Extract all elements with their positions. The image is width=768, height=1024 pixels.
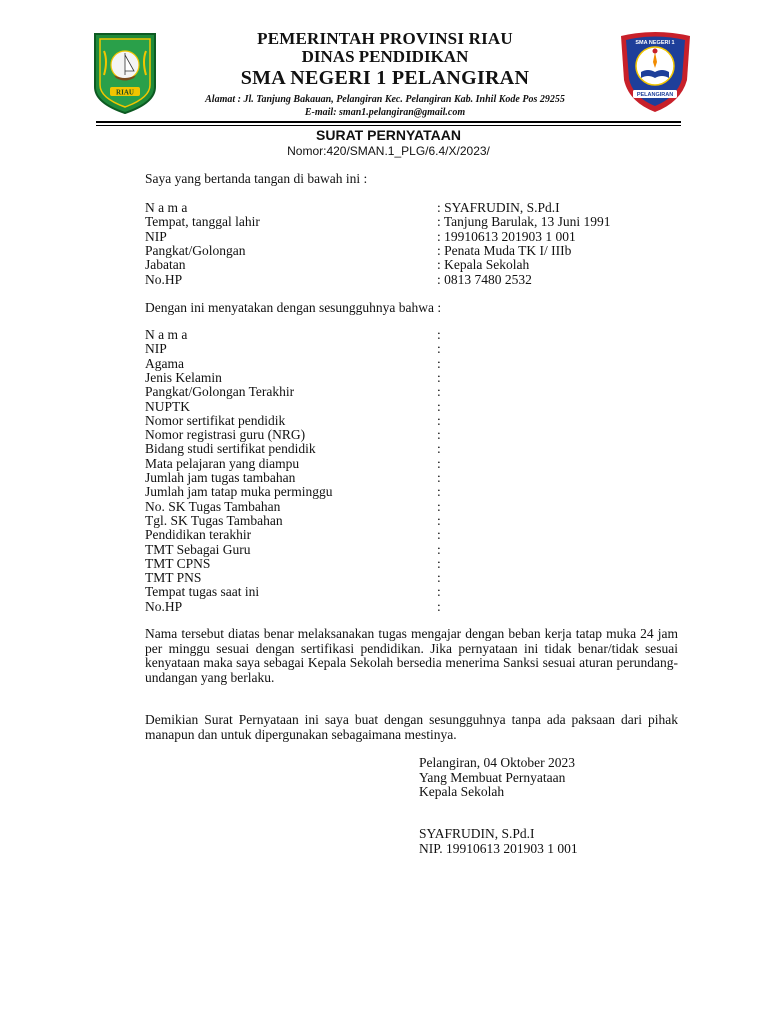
teacher-field-value: : — [437, 498, 441, 514]
signature-nip: NIP. 19910613 201903 1 001 — [419, 841, 578, 856]
signer-field-value: : SYAFRUDIN, S.Pd.I — [437, 200, 560, 215]
school-logo-top-text: SMA NEGERI 1 — [635, 40, 675, 46]
signer-field-label: Tempat, tanggal lahir — [145, 214, 260, 230]
teacher-field-value: : — [437, 341, 441, 357]
teacher-field-label: TMT Sebagai Guru — [145, 541, 251, 557]
teacher-field-value: : — [437, 555, 441, 571]
teacher-field-value: : — [437, 484, 441, 500]
teacher-field-value: : — [437, 327, 441, 342]
school-logo-bottom-text: PELANGIRAN — [636, 92, 674, 98]
teacher-field-label: Pangkat/Golongan Terakhir — [145, 384, 295, 400]
teacher-field-label: NUPTK — [145, 398, 191, 414]
signer-field-label: Jabatan — [145, 257, 186, 273]
school-logo — [617, 30, 694, 114]
letterhead-divider — [96, 121, 681, 123]
header-address: Alamat : Jl. Tanjung Bakauan, Pelangiran Kec. Pelangiran Kab. Inhil Kode Pos 29255 — [205, 94, 565, 105]
signer-field-value: : Tanjung Barulak, 13 Juni 1991 — [437, 214, 611, 230]
teacher-field-label: Mata pelajaran yang diampu — [145, 455, 300, 471]
header-email: E-mail: sman1.pelangiran@gmail.com — [304, 107, 466, 118]
teacher-field-value: : — [437, 398, 441, 414]
statement-paragraph: Nama tersebut diatas benar melaksanakan tugas mengajar dengan beban kerja tatap muka 24 jam per minggu sesuai dengan sertifikasi pendidikan. Jika pernyataan ini tidak benar/tidak sesuai kenyataan maka saya sebagai Kepala Sekolah bersedia menerima Sanksi sesuai aturan perundang-undangan yang berlaku. — [145, 626, 678, 685]
riau-province-logo — [92, 31, 158, 115]
document-number: Nomor:420/SMAN.1_PLG/6.4/X/2023/ — [287, 144, 490, 158]
teacher-field-label: TMT CPNS — [145, 555, 211, 571]
teacher-field-value: : — [437, 527, 441, 543]
teacher-field-label: TMT PNS — [145, 570, 202, 586]
teacher-field-value: : — [437, 355, 441, 371]
teacher-field-value: : — [437, 598, 441, 614]
teacher-field-value: : — [437, 584, 441, 600]
teacher-field-label: NIP — [145, 341, 167, 357]
signer-field-label: NIP — [145, 228, 167, 244]
teacher-field-value: : — [437, 541, 441, 557]
teacher-field-value: : — [437, 470, 441, 485]
teacher-field-value: : — [437, 512, 441, 528]
signer-field-value: : 0813 7480 2532 — [437, 271, 532, 287]
teacher-field-label: Agama — [145, 355, 184, 371]
header-government: PEMERINTAH PROVINSI RIAU — [257, 29, 513, 48]
signer-field-label: N a m a — [145, 200, 188, 215]
teacher-field-label: Tempat tugas saat ini — [145, 584, 260, 600]
teacher-field-label: Nomor sertifikat pendidik — [145, 412, 286, 428]
signer-field-value: : Kepala Sekolah — [437, 257, 530, 273]
riau-logo-text: RIAU — [116, 88, 134, 97]
teacher-field-label: Pendidikan terakhir — [145, 527, 252, 543]
teacher-field-label: Jumlah jam tatap muka perminggu — [145, 484, 333, 500]
teacher-field-value: : — [437, 412, 441, 428]
teacher-field-value: : — [437, 384, 441, 400]
teacher-field-label: No.HP — [145, 598, 183, 614]
letterhead-divider-thin — [96, 125, 681, 126]
statement-intro: Dengan ini menyatakan dengan sesungguhnya bahwa : — [145, 300, 442, 315]
signature-position: Kepala Sekolah — [419, 784, 505, 799]
document-title: SURAT PERNYATAAN — [316, 127, 461, 143]
teacher-field-value: : — [437, 455, 441, 471]
intro-text: Saya yang bertanda tangan di bawah ini : — [145, 171, 368, 186]
teacher-field-label: Jenis Kelamin — [145, 369, 222, 385]
teacher-field-label: Jumlah jam tugas tambahan — [145, 470, 296, 485]
signature-name: SYAFRUDIN, S.Pd.I — [419, 826, 535, 841]
signer-field-value: : 19910613 201903 1 001 — [437, 228, 576, 244]
teacher-field-value: : — [437, 441, 441, 457]
teacher-field-value: : — [437, 427, 441, 443]
teacher-field-label: N a m a — [145, 327, 188, 342]
signature-maker: Yang Membuat Pernyataan — [419, 770, 566, 785]
header-department: DINAS PENDIDIKAN — [301, 47, 469, 66]
teacher-field-value: : — [437, 570, 441, 586]
teacher-field-value: : — [437, 369, 441, 385]
signer-field-label: Pangkat/Golongan — [145, 242, 246, 258]
signer-field-label: No.HP — [145, 271, 183, 287]
teacher-field-label: Nomor registrasi guru (NRG) — [145, 427, 306, 443]
teacher-field-label: No. SK Tugas Tambahan — [145, 498, 281, 514]
signer-field-value: : Penata Muda TK I/ IIIb — [437, 242, 572, 258]
teacher-field-label: Tgl. SK Tugas Tambahan — [145, 512, 283, 528]
closing-paragraph: Demikian Surat Pernyataan ini saya buat dengan sesungguhnya tanpa ada paksaan dari pihak manapun dan untuk dipergunakan sebagaimana mestinya. — [145, 712, 678, 742]
signature-place-date: Pelangiran, 04 Oktober 2023 — [419, 755, 575, 770]
header-school-name: SMA NEGERI 1 PELANGIRAN — [240, 67, 530, 89]
teacher-field-label: Bidang studi sertifikat pendidik — [145, 441, 316, 457]
